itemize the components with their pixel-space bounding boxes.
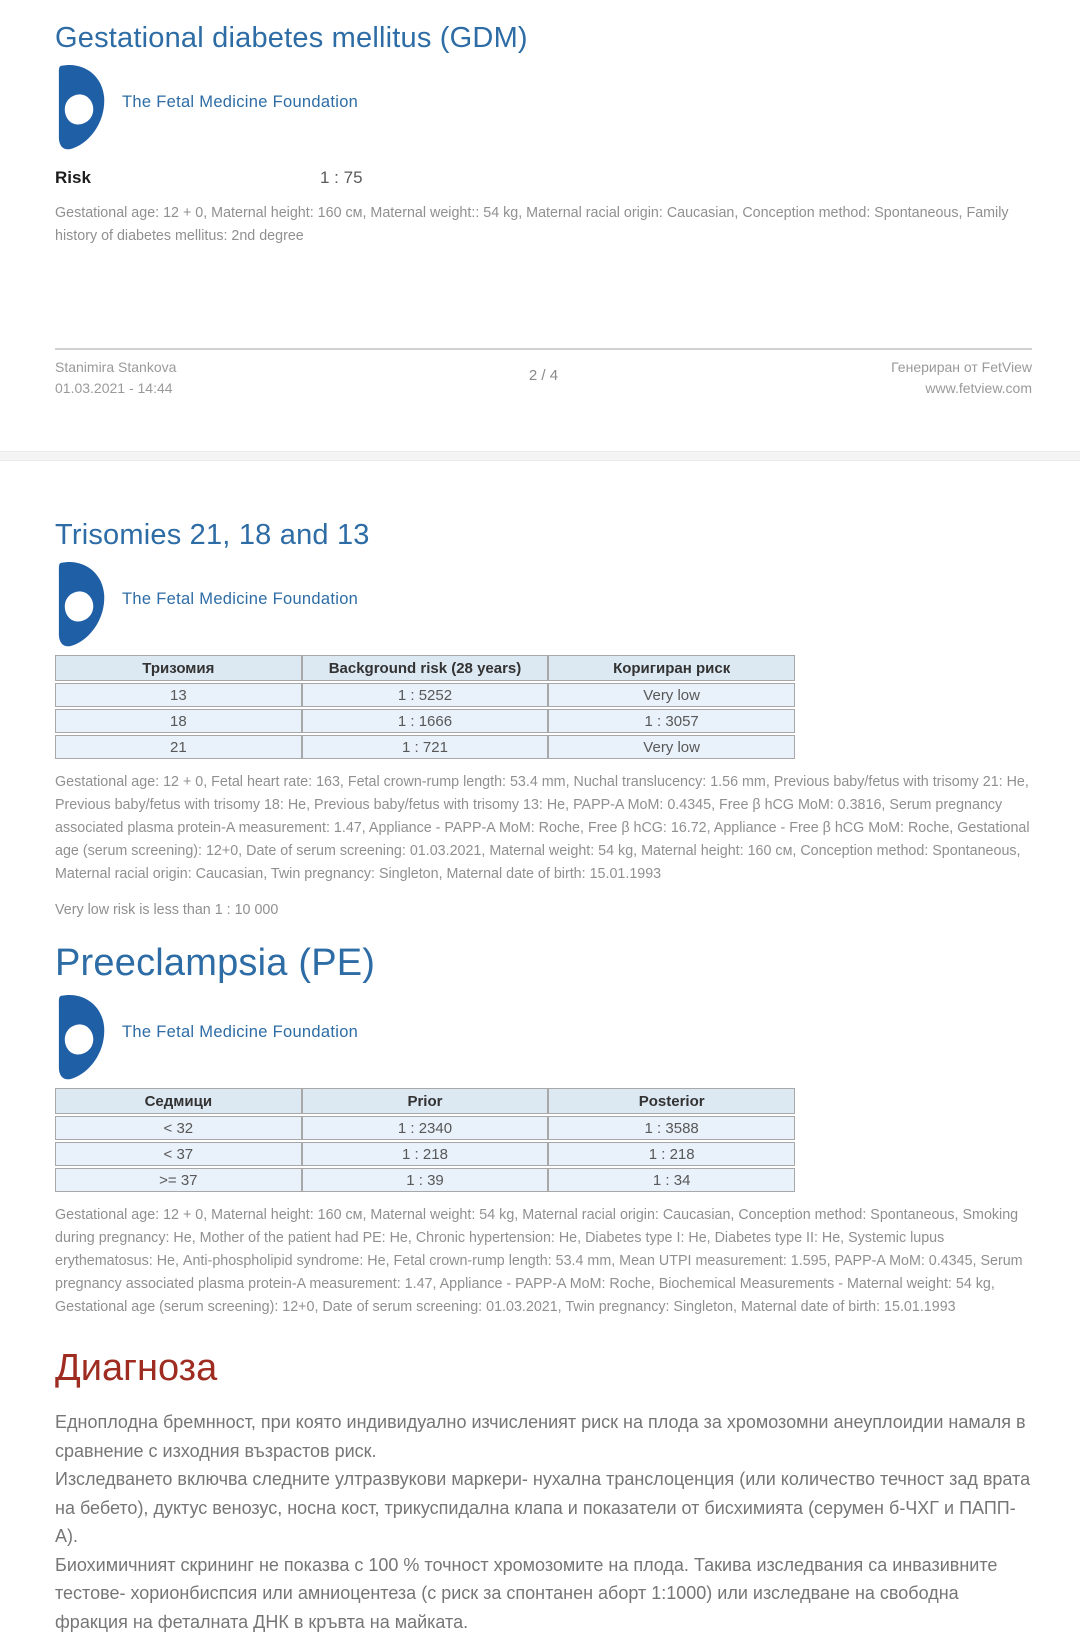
table-header-row	[55, 1088, 795, 1114]
cell-13-adjusted: Very low	[548, 683, 795, 707]
fmf-logo-icon	[55, 64, 108, 151]
pe-details-paragraph: Gestational age: 12 + 0, Maternal height: 160 см, Maternal weight: 54 kg, Maternal racial origin: Caucasian, Conception method: Spontaneous, Smoking during pregnancy: Не, Mother of the patient had PE: Не, Chronic hypertension: Не, Diabetes type I: Не, Diabetes type II: Не, Systemic lupus erythematosus: Не, Anti-phospholipid syndrome: Не, Fetal crown-rump length: 53.4 mm, Mean UTPI measurement: 1.595, PAPP-A MoM: 0.4345, Serum pregnancy associated plasma protein-A measurement: 1.47, Appliance - PAPP-A MoM: Roche, Biochemical Measurements - Maternal weight: 54 kg, Gestational age (serum screening): 12+0, Date of serum screening: 01.03.2021, Twin pregnancy: Singleton, Maternal date of birth: 15.01.1993	[55, 1207, 1023, 1315]
diagnosis-paragraph: Биохимичният скрининг не показва с 100 % точност хромозомите на плода. Такива изследвания са инвазивните тестове- хорионбиспсия или амниоцентеза (с риск за спонтанен аборт 1:1000) или изследване на свободна фракция на феталната ДНК в кръвта на майката.	[55, 1554, 998, 1632]
footer-divider	[55, 348, 1032, 350]
gdm-details-paragraph: Gestational age: 12 + 0, Maternal height: 160 см, Maternal weight:: 54 kg, Maternal racial origin: Caucasian, Conception method: Spontaneous, Family history of diabetes mellitus: 2nd degree	[55, 205, 1009, 244]
cell-gte37-prior: 1 : 39	[302, 1168, 549, 1192]
pe-col-prior: Prior	[302, 1088, 549, 1114]
diagnosis-text-block	[55, 1408, 1032, 1636]
fmf-logo-icon	[55, 994, 108, 1081]
pe-col-posterior: Posterior	[548, 1088, 795, 1114]
cell-lt37-posterior: 1 : 218	[548, 1142, 795, 1166]
footer-datetime: 01.03.2021 - 14:44	[55, 380, 173, 396]
table-row	[55, 735, 795, 759]
cell-18-background: 1 : 1666	[302, 709, 549, 733]
footer-author: Stanimira Stankova	[55, 359, 177, 375]
table-header-row	[55, 655, 795, 681]
trisomies-details-paragraph: Gestational age: 12 + 0, Fetal heart rate: 163, Fetal crown-rump length: 53.4 mm, Nuchal translucency: 1.56 mm, Previous baby/fetus with trisomy 21: Не, Previous baby/fetus with trisomy 18: Не, Previous baby/fetus with trisomy 13: Не, PAPP-A MoM: 0.4345, Free β hCG MoM: 0.3816, Serum pregnancy associated plasma protein-A measurement: 1.47, Appliance - PAPP-A MoM: Roche, Free β hCG: 16.72, Appliance - Free β hCG MoM: Roche, Gestational age (serum screening): 12+0, Date of serum screening: 01.03.2021, Maternal weight: 54 kg, Maternal height: 160 см, Conception method: Spontaneous, Maternal racial origin: Caucasian, Twin pregnancy: Singleton, Maternal date of birth: 15.01.1993	[55, 774, 1030, 882]
cell-21-background: 1 : 721	[302, 735, 549, 759]
trisomies-col-background-risk: Background risk (28 years)	[302, 655, 549, 681]
table-row	[55, 1168, 795, 1192]
footer-page-number: 2 / 4	[528, 367, 559, 384]
cell-lt37-weeks: < 37	[55, 1142, 302, 1166]
fmf-foundation-label: The Fetal Medicine Foundation	[122, 93, 359, 111]
cell-18-adjusted: 1 : 3057	[548, 709, 795, 733]
diagnosis-section-title: Диагноза	[55, 1347, 218, 1389]
cell-trisomy-13: 13	[55, 683, 302, 707]
pe-section-title: Preeclampsia (PE)	[55, 942, 376, 984]
cell-21-adjusted: Very low	[548, 735, 795, 759]
table-row	[55, 709, 795, 733]
gdm-risk-row	[55, 168, 1032, 188]
gdm-section-title: Gestational diabetes mellitus (GDM)	[55, 22, 528, 54]
table-row	[55, 683, 795, 707]
cell-gte37-weeks: >= 37	[55, 1168, 302, 1192]
trisomies-table	[55, 653, 795, 761]
footer-author-block	[55, 357, 381, 399]
page-break-separator	[0, 451, 1080, 461]
very-low-risk-note: Very low risk is less than 1 : 10 000	[55, 902, 279, 918]
cell-lt32-prior: 1 : 2340	[302, 1116, 549, 1140]
gdm-risk-label: Risk	[55, 168, 91, 187]
cell-lt37-prior: 1 : 218	[302, 1142, 549, 1166]
fmf-foundation-label: The Fetal Medicine Foundation	[122, 590, 359, 608]
fmf-logo-row-gdm	[55, 64, 1032, 151]
cell-lt32-weeks: < 32	[55, 1116, 302, 1140]
cell-gte37-posterior: 1 : 34	[548, 1168, 795, 1192]
footer-generator-block	[706, 357, 1032, 399]
diagnosis-paragraph: Изследването включва следните ултразвукови маркери- нухална транслоценция (или количество течност зад врата на бебето), дуктус венозус, носна кост, трикуспидална клапа и показатели от бисхимията (серумен б-ЧХГ и ПАПП-А).	[55, 1469, 1031, 1546]
fmf-foundation-label: The Fetal Medicine Foundation	[122, 1023, 359, 1041]
cell-trisomy-18: 18	[55, 709, 302, 733]
table-row	[55, 1142, 795, 1166]
trisomies-col-trisomy: Тризомия	[55, 655, 302, 681]
cell-trisomy-21: 21	[55, 735, 302, 759]
cell-13-background: 1 : 5252	[302, 683, 549, 707]
fmf-logo-icon	[55, 561, 108, 648]
trisomies-col-adjusted-risk: Коригиран риск	[548, 655, 795, 681]
footer-generated-by: Генериран от FetView	[891, 359, 1033, 375]
page-footer	[55, 357, 1032, 399]
cell-lt32-posterior: 1 : 3588	[548, 1116, 795, 1140]
gdm-risk-value: 1 : 75	[320, 168, 363, 187]
pe-table	[55, 1086, 795, 1194]
diagnosis-paragraph: Едноплодна бремнност, при която индивидуално изчисленият риск на плода за хромозомни анеуплоидии намаля в сравнение с изходния възрастов риск.	[55, 1412, 1026, 1461]
trisomies-section-title: Trisomies 21, 18 and 13	[55, 519, 370, 551]
pe-col-weeks: Седмици	[55, 1088, 302, 1114]
table-row	[55, 1116, 795, 1140]
fmf-logo-row-trisomies	[55, 561, 1032, 648]
footer-website: www.fetview.com	[925, 380, 1033, 396]
fmf-logo-row-pe	[55, 994, 1032, 1081]
